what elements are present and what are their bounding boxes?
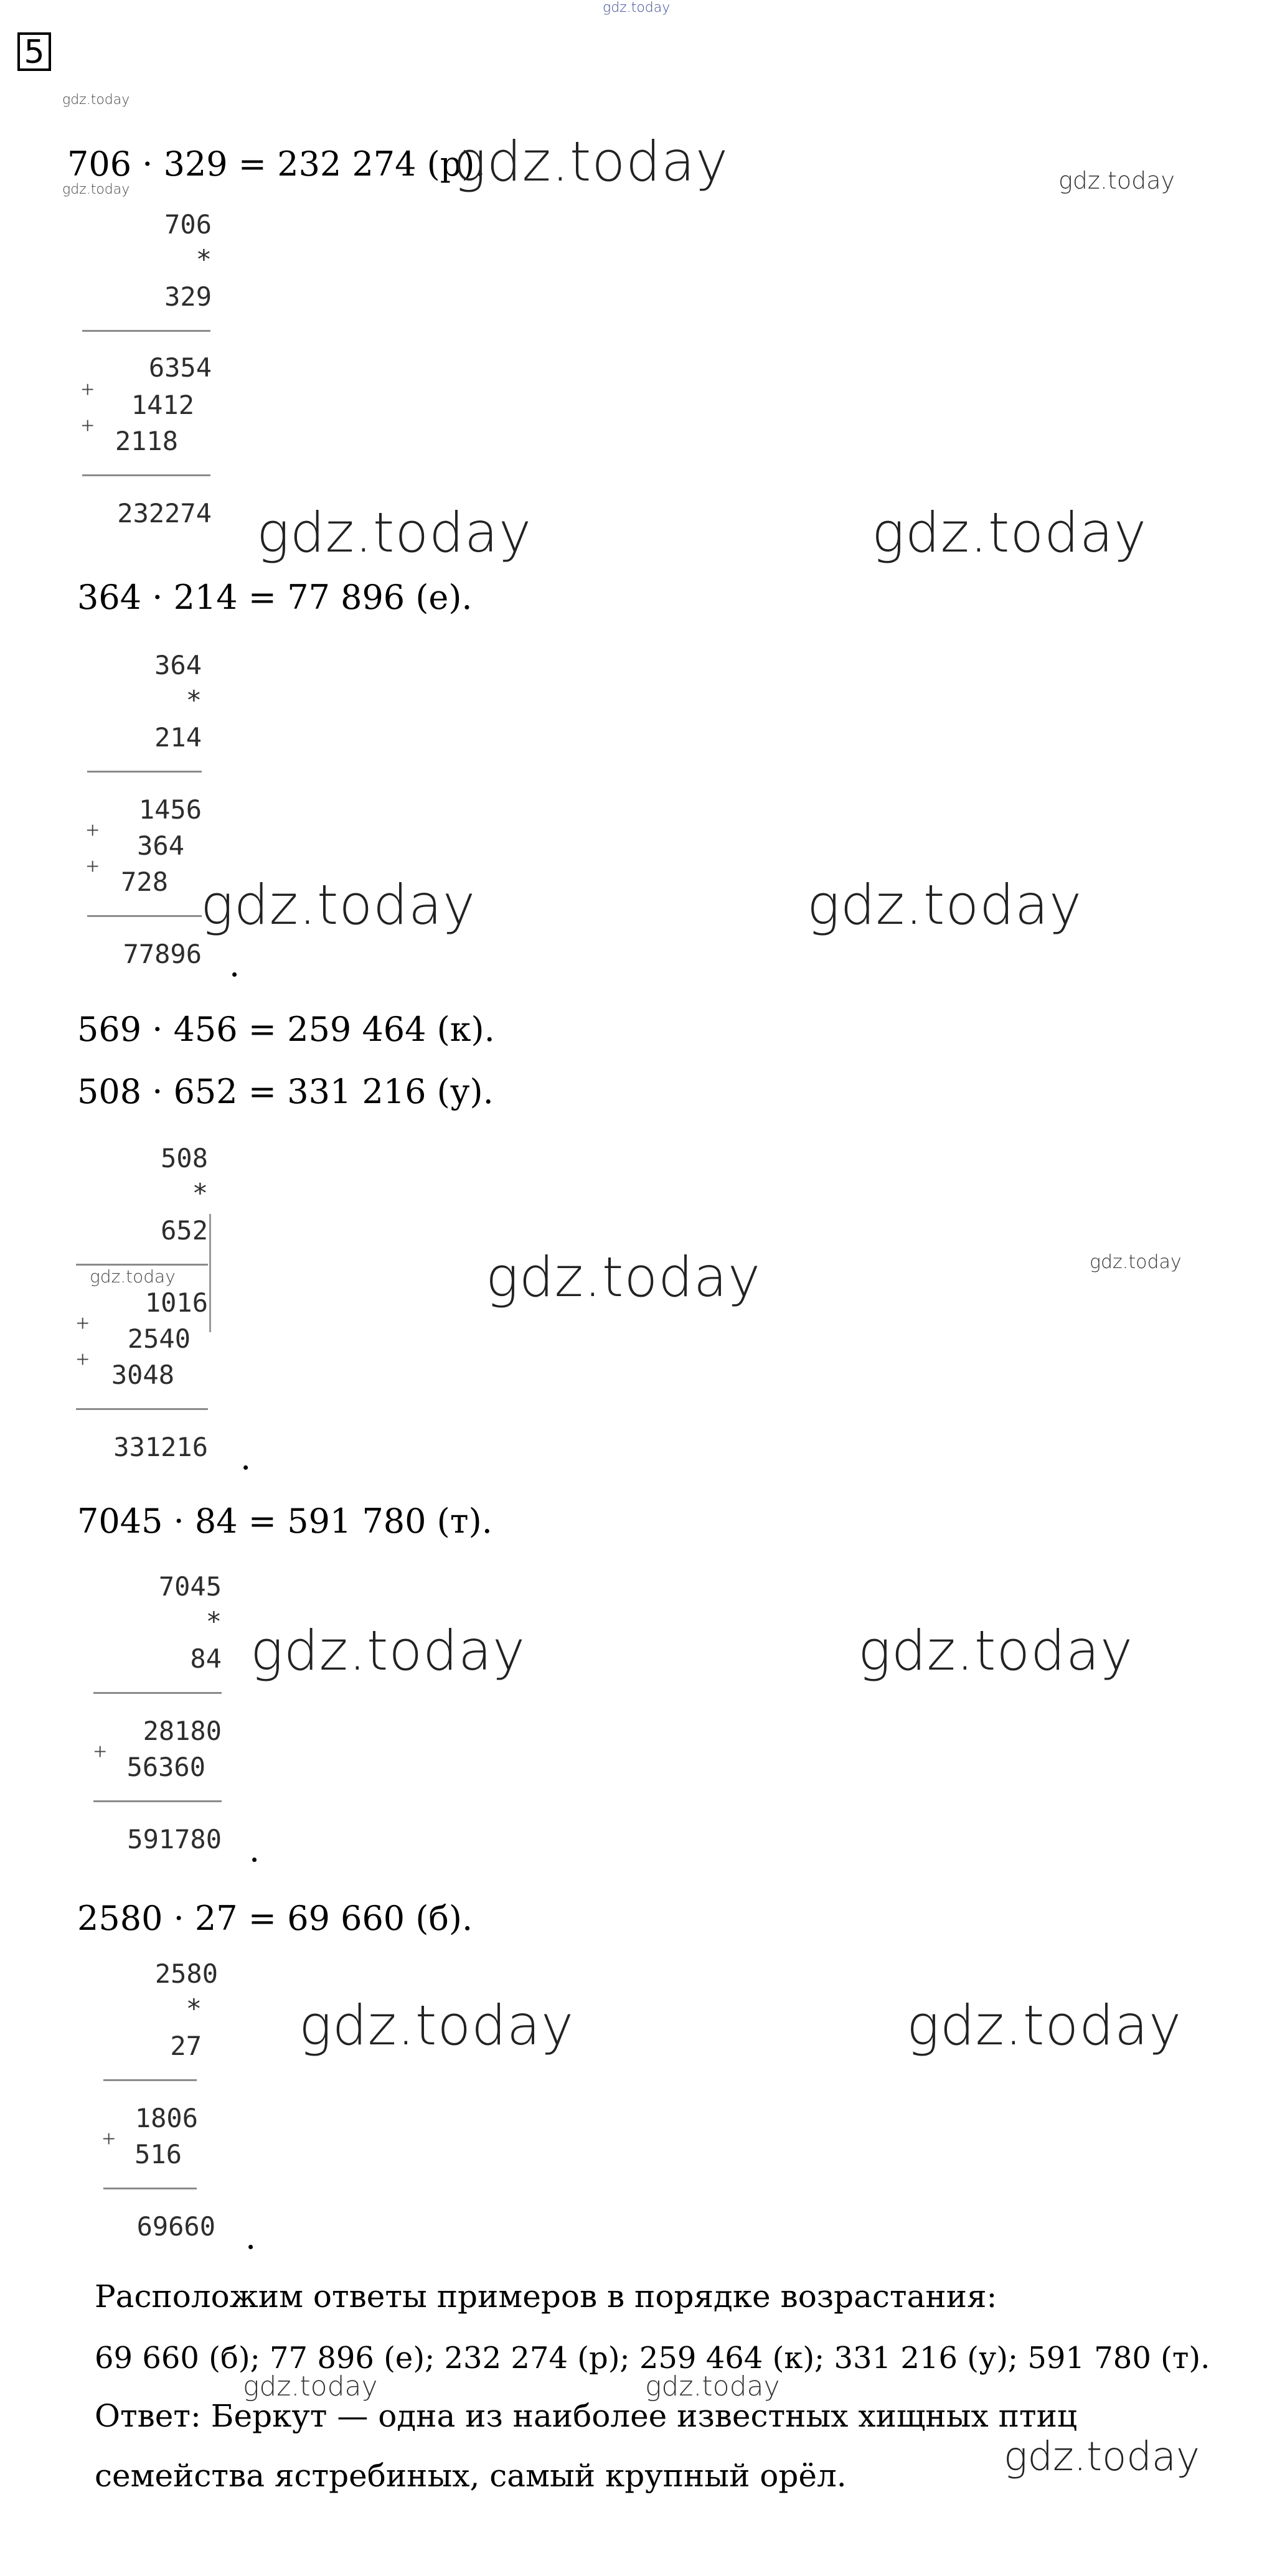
watermark: gdz.today	[299, 1993, 575, 2057]
partial-5-1: 28180	[143, 1716, 222, 1746]
result-1: 232274	[117, 498, 212, 529]
watermark: gdz.today	[872, 501, 1147, 565]
rule	[82, 330, 210, 332]
multiplier-5: 84	[190, 1643, 222, 1674]
partial-1-1: 6354	[148, 352, 212, 383]
rule	[103, 2188, 197, 2189]
equation-3: 569 · 456 = 259 464 (к).	[77, 1010, 495, 1049]
plus-sign: +	[81, 377, 95, 403]
multiplicand-6: 2580	[154, 1958, 218, 1989]
multiplicand-4: 508	[161, 1143, 208, 1173]
partial-1-3: 2118	[115, 426, 178, 456]
watermark: gdz.today	[1058, 167, 1175, 194]
rule	[93, 1692, 222, 1694]
watermark: gdz.today	[858, 1619, 1134, 1683]
watermark: gdz.today	[486, 1245, 761, 1309]
rule	[87, 915, 202, 917]
result-6: 69660	[136, 2211, 215, 2242]
partial-2-1: 1456	[138, 794, 202, 825]
multiplier-2: 214	[154, 722, 202, 753]
watermark: gdz.today	[907, 1993, 1182, 2057]
multiplicand-5: 7045	[158, 1571, 222, 1602]
operator-2: *	[186, 685, 202, 715]
multiplicand-1: 706	[164, 209, 212, 240]
rule	[76, 1408, 208, 1410]
operator-5: *	[205, 1606, 222, 1637]
partial-1-2: 1412	[131, 390, 194, 420]
partial-6-1: 1806	[134, 2103, 198, 2133]
rule	[76, 1264, 208, 1266]
watermark: gdz.today	[257, 501, 532, 565]
watermark: gdz.today	[243, 2371, 378, 2402]
watermark: gdz.today	[645, 2371, 780, 2402]
dot: .	[245, 2217, 257, 2257]
operator-4: *	[192, 1178, 208, 1208]
watermark: gdz.today	[453, 129, 729, 194]
plus-sign: +	[86, 817, 100, 844]
partial-2-2: 364	[137, 830, 184, 861]
plus-sign: +	[76, 1347, 90, 1373]
partial-2-3: 728	[121, 867, 168, 897]
equation-5: 7045 · 84 = 591 780 (т).	[77, 1502, 492, 1541]
watermark: gdz.today	[90, 1266, 176, 1287]
multiplier-6: 27	[170, 2031, 202, 2061]
top-watermark: gdz.today	[603, 0, 671, 16]
operator-6: *	[186, 1993, 202, 2024]
equation-1: 706 · 329 = 232 274 (р).	[67, 144, 486, 184]
equation-2: 364 · 214 = 77 896 (е).	[77, 578, 473, 617]
watermark: gdz.today	[200, 873, 476, 937]
conclusion-line-4: семейства ястребиных, самый крупный орёл.	[95, 2458, 847, 2494]
conclusion-line-1: Расположим ответы примеров в порядке возрастания:	[95, 2278, 997, 2315]
partial-5-2: 56360	[126, 1752, 205, 1782]
partial-4-2: 2540	[127, 1323, 191, 1354]
conclusion-line-3: Ответ: Беркут — одна из наиболее известных хищных птиц	[95, 2398, 1078, 2434]
rule	[87, 771, 202, 773]
watermark: gdz.today	[1090, 1251, 1182, 1273]
multiplier-4: 652	[161, 1215, 208, 1246]
plus-sign: +	[86, 853, 100, 880]
watermark: gdz.today	[62, 182, 130, 197]
plus-sign: +	[102, 2126, 116, 2152]
dot: .	[249, 1830, 260, 1869]
rule	[93, 1800, 222, 1802]
plus-sign: +	[76, 1310, 90, 1337]
plus-sign: +	[93, 1739, 107, 1765]
watermark: gdz.today	[807, 873, 1083, 937]
dot: .	[229, 945, 240, 984]
partial-6-2: 516	[134, 2139, 182, 2169]
result-5: 591780	[127, 1824, 222, 1854]
plus-sign: +	[81, 413, 95, 439]
conclusion-line-2: 69 660 (б); 77 896 (е); 232 274 (р); 259 464 (к); 331 216 (у); 591 780 (т).	[95, 2341, 1210, 2376]
watermark: gdz.today	[1004, 2434, 1200, 2480]
operator-1: *	[195, 244, 212, 275]
watermark: gdz.today	[62, 92, 130, 108]
watermark: gdz.today	[250, 1619, 526, 1683]
result-4: 331216	[113, 1432, 208, 1462]
multiplier-1: 329	[164, 281, 212, 312]
rule	[82, 474, 210, 476]
result-2: 77896	[123, 939, 202, 969]
rule	[103, 2079, 197, 2081]
equation-6: 2580 · 27 = 69 660 (б).	[77, 1899, 473, 1938]
partial-4-1: 1016	[144, 1287, 208, 1318]
dot: .	[240, 1438, 252, 1477]
task-number-badge: 5	[17, 32, 51, 71]
equation-4: 508 · 652 = 331 216 (у).	[77, 1072, 494, 1111]
multiplicand-2: 364	[154, 650, 202, 680]
partial-4-3: 3048	[111, 1360, 174, 1390]
divider	[209, 1214, 211, 1332]
